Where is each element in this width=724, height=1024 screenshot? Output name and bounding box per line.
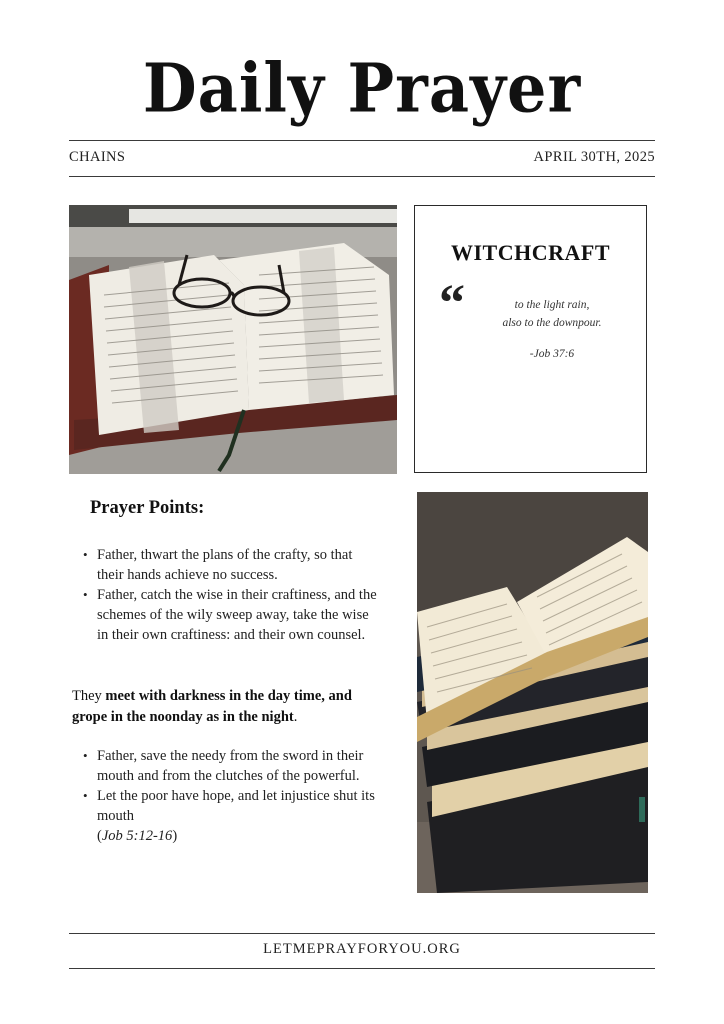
quote-reference: -Job 37:6	[529, 348, 575, 360]
open-bible-illustration	[69, 205, 397, 474]
prayer-list-2	[79, 746, 379, 846]
list-item: • Father, thwart the plans of the crafty, so that their hands achieve no success.	[79, 545, 379, 585]
citation-open: (	[97, 828, 102, 844]
masthead-title: Daily Prayer	[142, 49, 582, 128]
quote-line-1: to the light rain,	[514, 299, 590, 311]
dateline	[69, 149, 655, 166]
verse-lead: They	[72, 688, 106, 704]
verse-paragraph	[72, 686, 372, 728]
quote-mark-icon: “	[439, 275, 465, 332]
prayer-points-title: Prayer Points:	[90, 498, 205, 518]
footer-bottom-rule	[69, 968, 655, 969]
citation-ref: Job 5:12-16	[101, 828, 173, 844]
list-item-text: Let the poor have hope, and let injustice shut its mouth	[97, 788, 375, 824]
prayer-list-1	[79, 545, 379, 645]
quote-line-2: also to the downpour.	[502, 317, 602, 329]
list-item	[79, 786, 379, 846]
verse-bold: meet with darkness in the day time, and grope in the noonday as in the night	[72, 688, 352, 725]
section-label: CHAINS	[69, 149, 126, 165]
footer-website: LETMEPRAYFORYOU.ORG	[263, 941, 461, 957]
list-item: • Father, catch the wise in their craftiness, and the schemes of the wily sweep away, take the wise in their own craftiness: and their own counsel.	[79, 585, 379, 645]
quote-title: WITCHCRAFT	[450, 240, 610, 265]
stacked-bibles-photo	[417, 492, 648, 893]
citation-close: )	[172, 828, 178, 844]
dateline-rule	[69, 176, 655, 177]
top-rule	[69, 140, 655, 141]
stacked-bibles-illustration	[417, 492, 648, 893]
verse-end: .	[293, 709, 298, 725]
scripture-citation	[97, 826, 379, 846]
footer-top-rule	[69, 933, 655, 934]
issue-date: APRIL 30TH, 2025	[533, 149, 655, 165]
list-item: • Father, save the needy from the sword in their mouth and from the clutches of the powerful.	[79, 746, 379, 786]
open-bible-photo	[69, 205, 397, 474]
quote-text	[477, 296, 627, 332]
quote-box	[414, 205, 647, 473]
